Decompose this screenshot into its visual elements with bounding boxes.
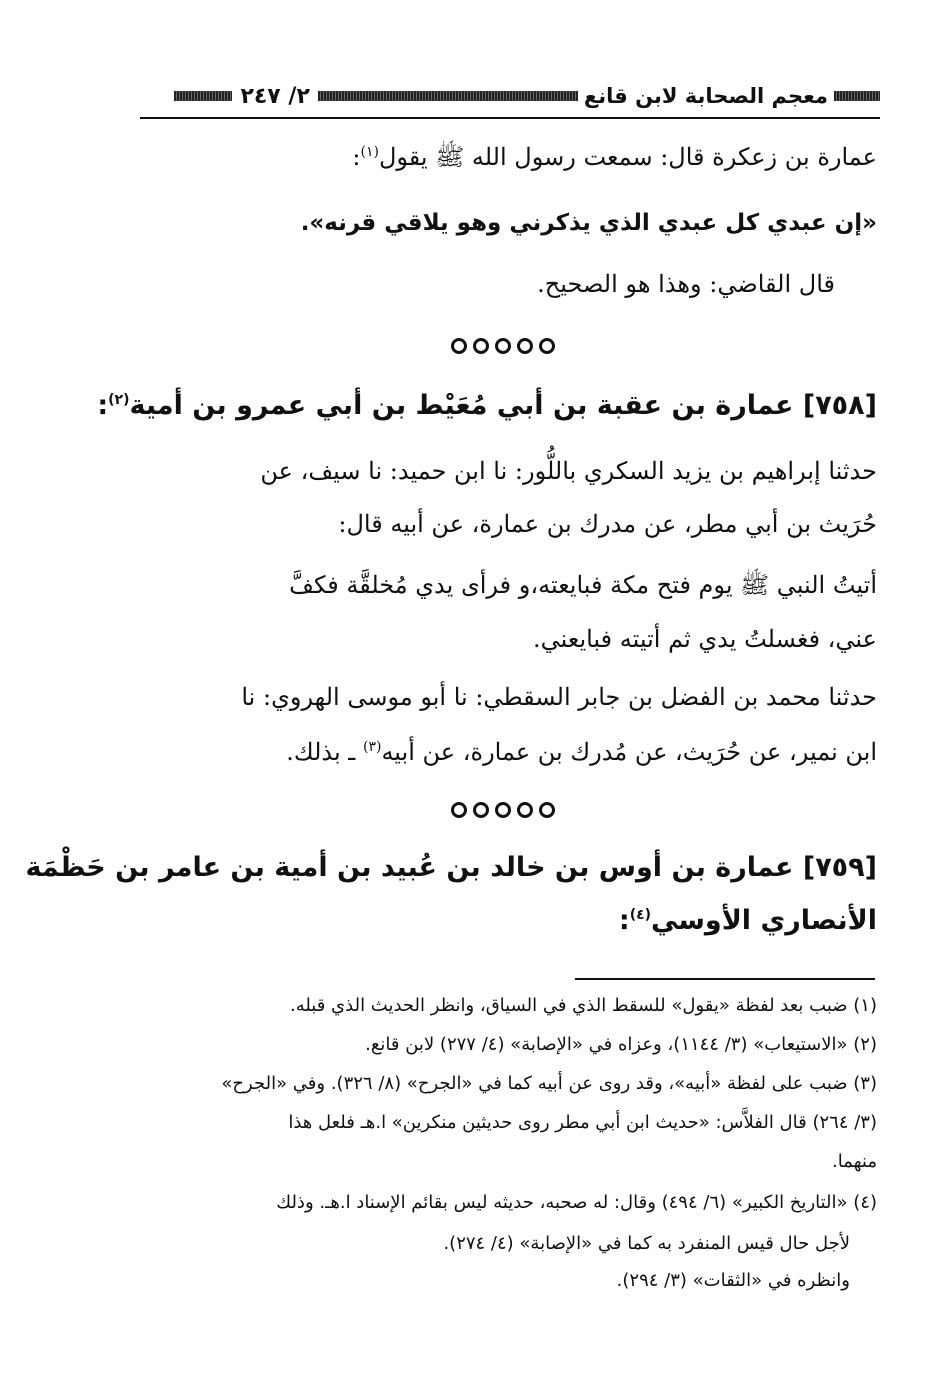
separator-circle-icon xyxy=(517,802,533,818)
hadith-quote: «إن عبدي كل عبدي الذي يذكرني وهو يلاقي قرنه». xyxy=(300,210,877,236)
separator-circle-icon xyxy=(473,802,489,818)
footnote-continuation: وانظره في «الثقات» (٣/ ٢٩٤). xyxy=(616,1270,850,1291)
separator-circle-icon xyxy=(539,338,555,354)
entry-heading: الأنصاري الأوسي$^{(٤)}$: xyxy=(618,905,877,936)
separator-circle-icon xyxy=(517,338,533,354)
header-ornament xyxy=(318,91,578,101)
text-line: ابن نمير، عن حُرَيث، عن مُدرك بن عمارة، عن أبيه$^{(٣)}$ ـ بذلك. xyxy=(286,738,877,766)
entry-heading: [٧٥٨] عمارة بن عقبة بن أبي مُعَيْط بن أبي عمرو بن أمية$^{(٢)}$: xyxy=(97,390,877,421)
page-number: ٢/ ٢٤٧ xyxy=(240,83,310,109)
text-line: حدثنا محمد بن الفضل بن جابر السقطي: نا أبو موسى الهروي: نا xyxy=(241,683,877,711)
header-ornament xyxy=(174,91,232,101)
separator-circle-icon xyxy=(495,802,511,818)
text-line: قال القاضي: وهذا هو الصحيح. xyxy=(537,270,835,298)
text-line: حُرَيث بن أبي مطر، عن مدرك بن عمارة، عن أبيه قال: xyxy=(338,510,877,538)
footnote-ref: (١) xyxy=(360,144,379,160)
footnote-continuation: منهما. xyxy=(832,1151,877,1172)
entry-heading: [٧٥٩] عمارة بن أوس بن خالد بن عُبيد بن أمية بن عامر بن حَظْمَة xyxy=(25,852,877,883)
book-title: معجم الصحابة لابن قانع xyxy=(583,84,828,108)
separator-circle-icon xyxy=(495,338,511,354)
header-ornament xyxy=(834,91,880,101)
footnote: (٣) ضبب على لفظة «أبيه»، وقد روى عن أبيه كما في «الجرح» (٨/ ٣٢٦). وفي «الجرح» xyxy=(221,1073,877,1094)
separator-circle-icon xyxy=(473,338,489,354)
section-separator xyxy=(451,802,555,818)
separator-circle-icon xyxy=(539,802,555,818)
text-line: عني، فغسلتُ يدي ثم أتيته فبايعني. xyxy=(532,625,877,653)
footnote-ref: (٢) xyxy=(108,392,130,408)
separator-circle-icon xyxy=(451,338,467,354)
separator-circle-icon xyxy=(451,802,467,818)
footnote-rule xyxy=(575,978,875,980)
header-rule xyxy=(140,117,880,119)
footnote-continuation: لأجل حال قيس المنفرد به كما في «الإصابة» (٤/ ٢٧٤). xyxy=(443,1233,850,1254)
text-line: أتيتُ النبي ﷺ يوم فتح مكة فبايعته،و فرأى يدي مُخلقَّة فكفَّ xyxy=(289,571,877,599)
footnote-continuation: (٣/ ٢٦٤) قال الفلاَّس: «حديث ابن أبي مطر روى حديثين منكرين» ا.هـ فلعل هذا xyxy=(288,1112,877,1133)
running-header xyxy=(140,80,880,112)
footnote-ref: (٣) xyxy=(362,739,382,755)
footnote: (١) ضبب بعد لفظة «يقول» للسقط الذي في السياق، وانظر الحديث الذي قبله. xyxy=(289,995,877,1016)
footnote-ref: (٤) xyxy=(629,907,652,923)
footnote: (٢) «الاستيعاب» (٣/ ١١٤٤)، وعزاه في «الإصابة» (٤/ ٢٧٧) لابن قانع. xyxy=(365,1034,877,1055)
section-separator xyxy=(451,338,555,354)
text-line: حدثنا إبراهيم بن يزيد السكري باللُّور: نا ابن حميد: نا سيف، عن xyxy=(260,457,877,485)
footnote: (٤) «التاريخ الكبير» (٦/ ٤٩٤) وقال: له صحبه، حديثه ليس بقائم الإسناد ا.هـ. وذلك xyxy=(276,1192,877,1213)
text-line: عمارة بن زعكرة قال: سمعت رسول الله ﷺ يقول$^{(١)}$: xyxy=(352,143,877,171)
